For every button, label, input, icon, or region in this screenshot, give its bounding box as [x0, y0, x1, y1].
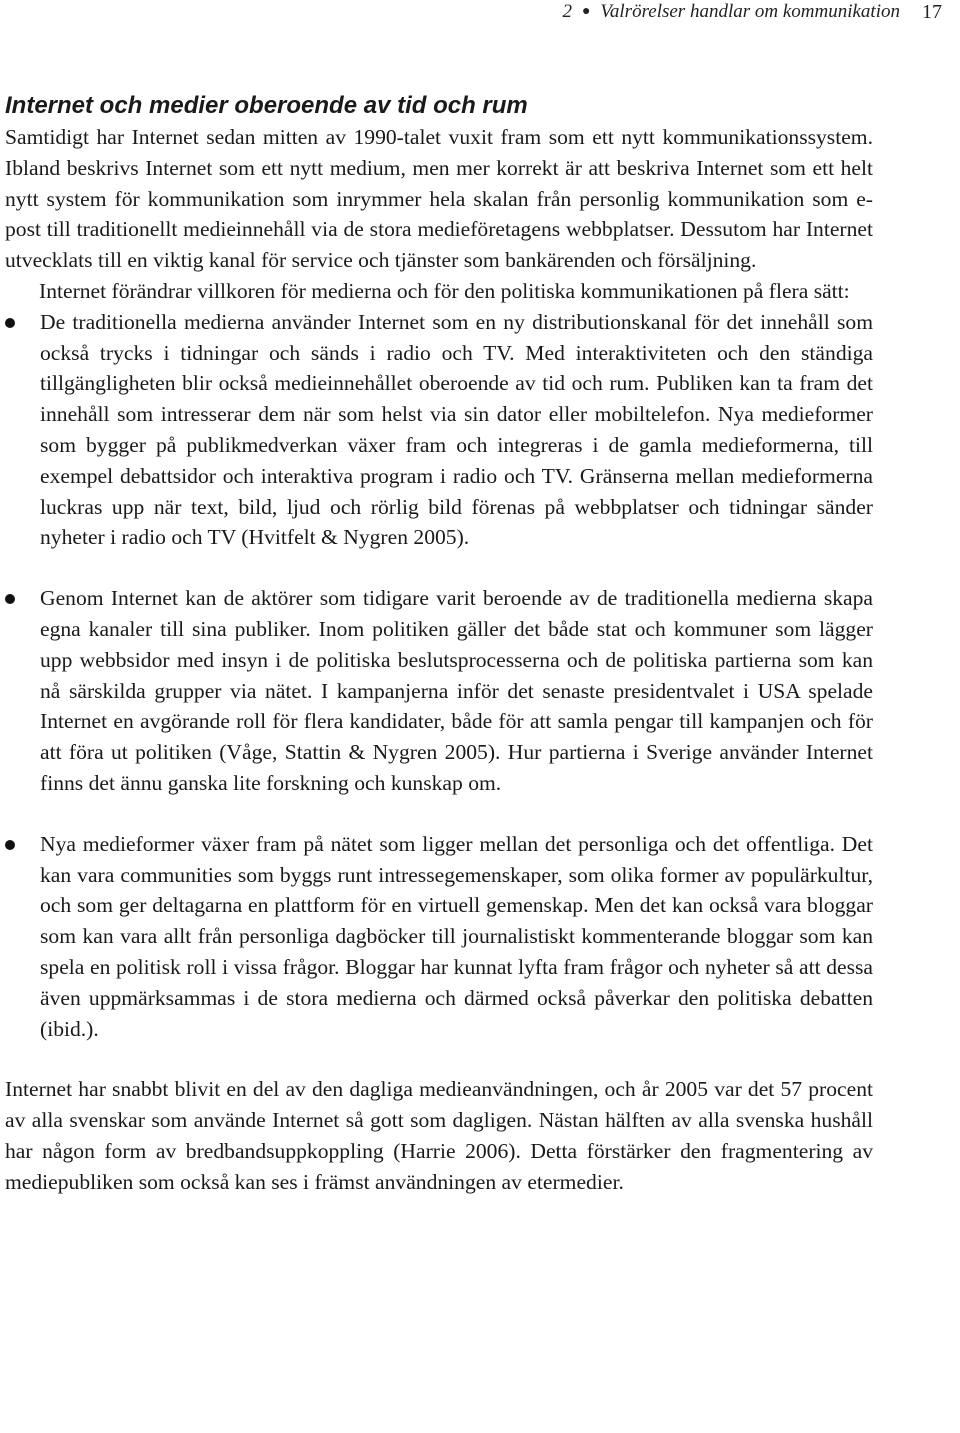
chapter-number: 2 [562, 1, 572, 22]
bullet-text: De traditionella medierna använder Internet som en ny distributionskanal för det innehåll som också trycks i tidningar och sänds i radio och TV. Med interaktiviteten och den ständiga tillgängligheten blir också medieinnehållet oberoende av tid och rum. Publiken kan ta fram det innehåll som intresserar dem när som helst via sin dator eller mobiltelefon. Nya medieformer som bygger på publikmedverkan växer fram och integreras i de gamla medieformerna, till exempel debattsidor och interaktiva program i radio och TV. Gränserna mellan medieformerna luckras upp när text, bild, ljud och rörlig bild förenas på webbplatser och tidningar sänder nyheter i radio och TV (Hvitfelt & Nygren 2005). [40, 309, 873, 550]
main-text [5, 90, 873, 1198]
bullet-item [5, 307, 873, 553]
bullet-dot-icon [5, 840, 15, 850]
bullet-text: Genom Internet kan de aktörer som tidigare varit beroende av de traditionella medierna skapa egna kanaler till sina publiker. Inom politiken gäller det både stat och kommuner som lägger upp webbsidor med insyn i de politiska beslutsprocesserna och de politiska partierna som kan nå särskilda grupper via nätet. I kampanjerna inför det senaste presidentvalet i USA spelade Internet en avgörande roll för flera kandidater, både för att samla pengar till kampanjen och för att föra ut politiken (Våge, Stattin & Nygren 2005). Hur partierna i Sverige använder Internet finns det ännu ganska lite forskning och kunskap om. [40, 586, 873, 795]
bullet-item [5, 829, 873, 1045]
page-number: 17 [922, 0, 942, 23]
section-heading: Internet och medier oberoende av tid och rum [5, 92, 528, 119]
paragraph-closing: Internet har snabbt blivit en del av den dagliga medieanvändningen, och år 2005 var det 57 procent av alla svenskar som använde Internet så gott som dagligen. Nästan hälften av alla svenska hushåll har någon form av bredbandsuppkoppling (Harrie 2006). Detta förstärker den fragmentering av mediepubliken som också kan ses i främst användningen av etermedier. [5, 1077, 873, 1194]
paragraph-intro: Samtidigt har Internet sedan mitten av 1990-talet vuxit fram som ett nytt kommunikationssystem. Ibland beskrivs Internet som ett nytt medium, men mer korrekt är att beskriva Internet som ett helt nytt system för kommunikation som inrymmer hela skalan från personlig kommunikation som e-post till traditionellt medieinnehåll via de stora medieföretagens webbplatser. Dessutom har Internet utvecklats till en viktig kanal för service och tjänster som bankärenden och försäljning. [5, 125, 873, 273]
bullet-item [5, 583, 873, 799]
bullet-list [5, 307, 873, 1045]
paragraph-lead-in: Internet förändrar villkoren för medierna och för den politiska kommunikationen på flera sätt: [39, 278, 850, 303]
running-header [562, 0, 942, 24]
bullet-separator-icon: ● [581, 4, 591, 19]
bullet-text: Nya medieformer växer fram på nätet som ligger mellan det personliga och det offentliga. Det kan vara communities som byggs runt intressegemenskaper, som olika former av populärkultur, och som ger deltagarna en plattform för en virtuell gemenskap. Men det kan också vara bloggar som kan vara allt från personliga dagböcker till journalistiskt kommenterande bloggar som kan spela en politisk roll i vissa frågor. Bloggar har kunnat lyfta fram frågor och nyheter så att dessa även uppmärksammas i de stora medierna och därmed också påverkar den politiska debatten (ibid.). [40, 831, 873, 1041]
bullet-dot-icon [5, 318, 15, 328]
bullet-dot-icon [5, 594, 15, 604]
chapter-title: Valrörelser handlar om kommunikation [600, 1, 900, 22]
